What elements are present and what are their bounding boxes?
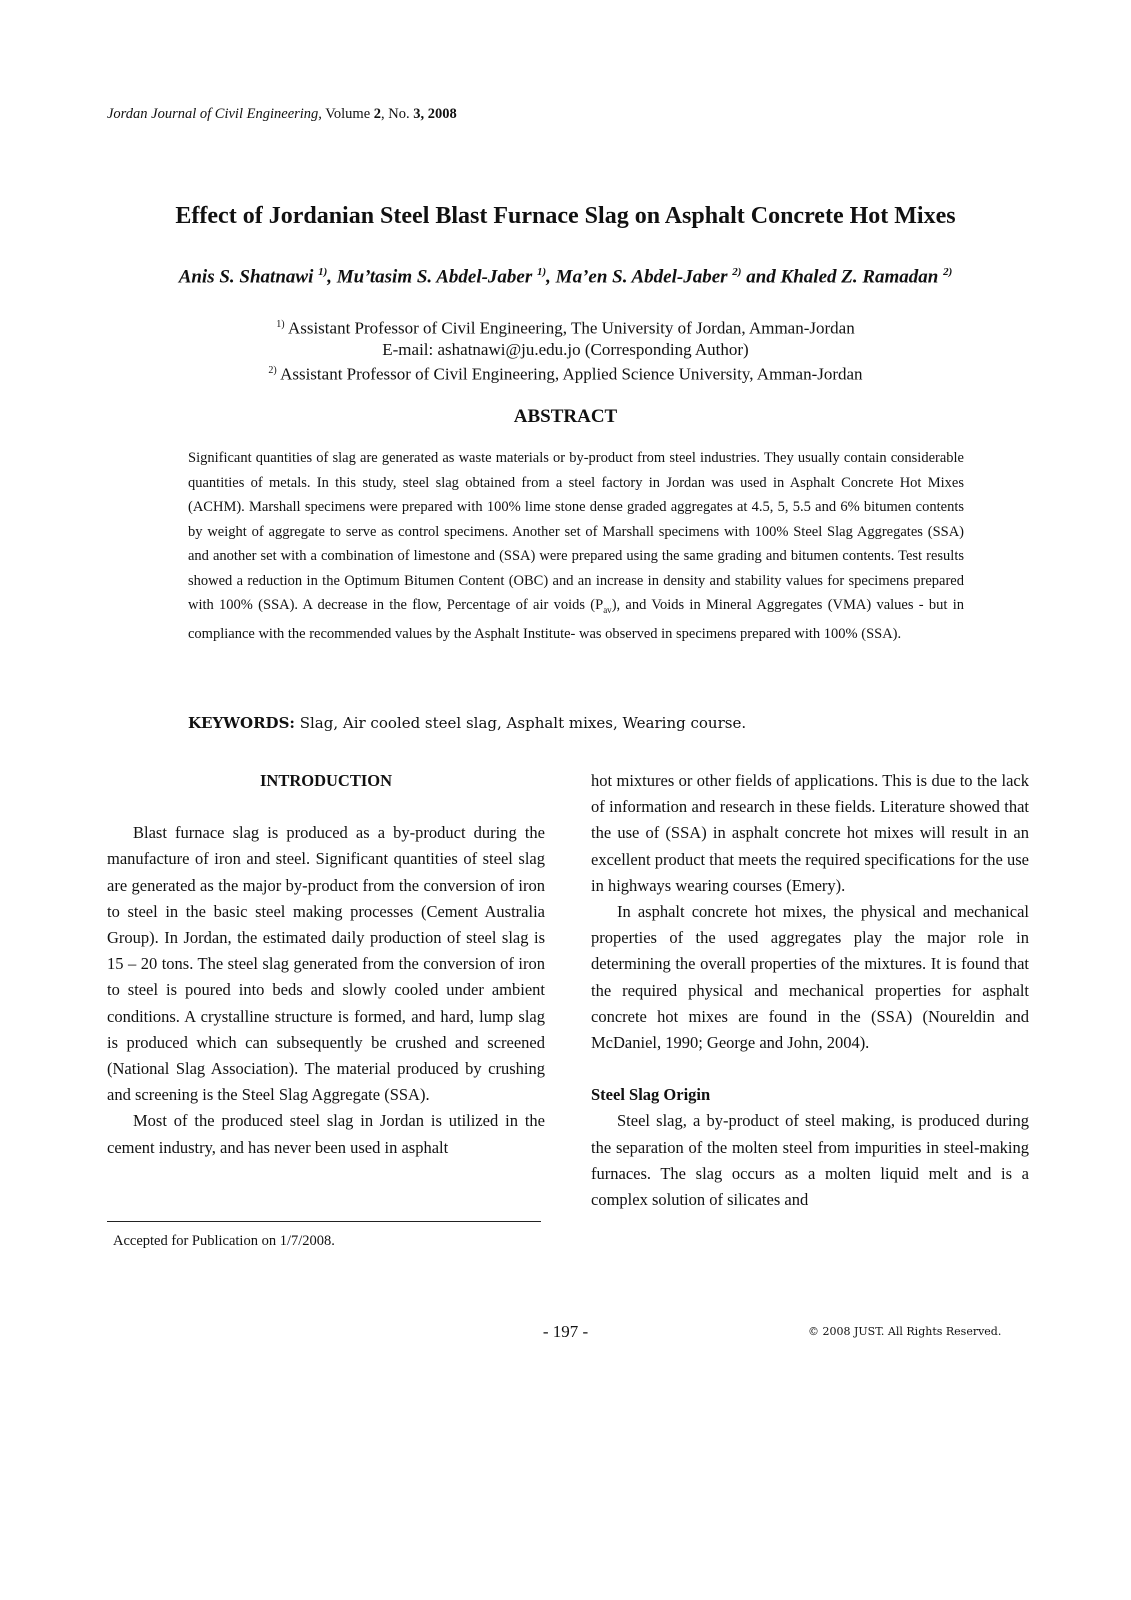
left-column [107,768,545,1161]
abstract-text-cont: ), and Voids in Mineral Aggregates (VMA) values - but in compliance with the recommended values by the Asphalt Institute- was observed in specimens prepared with 100% (SSA). [188,597,964,643]
copyright-notice: © 2008 JUST. All Rights Reserved. [808,1325,1002,1338]
author-name: Khaled Z. Ramadan [780,266,944,288]
affiliation-1 [0,314,1131,339]
body-paragraph: hot mixtures or other fields of applications. This is due to the lack of information and research in these fields. Literature showed that the use of (SSA) in asphalt concrete hot mixes will result in an excellent product that meets the required specifications for the use in highways wearing courses (Emery). [591,771,1029,895]
body-paragraph: Most of the produced steel slag in Jordan is utilized in the cement industry, and has never been used in asphalt [107,1111,545,1157]
author-separator: and [741,266,781,288]
affiliation-mark: 2) [268,364,277,376]
body-paragraph: Steel slag, a by-product of steel making, is produced during the separation of the molten steel from impurities in steel-making furnaces. The slag occurs as a molten liquid melt and is a complex solution of silicates and [591,1111,1029,1210]
author-affil-mark: 2) [943,266,953,278]
subsection-heading: Steel Slag Origin [591,1085,711,1105]
author-name: Ma’en S. Abdel-Jaber [555,266,733,288]
corresponding-email: E-mail: ashatnawi@ju.edu.jo (Corresponding Author) [382,339,749,359]
author-list [0,266,1131,288]
footnote: Accepted for Publication on 1/7/2008. [113,1233,335,1249]
keywords [188,714,964,732]
author-separator: , [327,266,337,288]
author-affil-mark: 1) [537,266,547,278]
author-affil-mark: 2) [732,266,742,278]
author-name: Anis S. Shatnawi [178,266,319,288]
page-number: - 197 - [542,1322,589,1341]
affiliation-mark: 1) [276,319,285,330]
body-paragraph: In asphalt concrete hot mixes, the physical and mechanical properties of the used aggregates play the major role in determining the overall properties of the mixtures. It is found that the required physical and mechanical properties for asphalt concrete hot mixes are found in the (SSA) (Noureldin and McDaniel, 1990; George and John, 2004). [591,902,1029,1053]
volume-number: 2 [373,106,382,122]
journal-name: Jordan Journal of Civil Engineering, [107,106,322,122]
affiliations [0,314,1131,384]
keywords-label: KEYWORDS: [188,714,295,732]
right-column [591,768,1029,1213]
affiliation-text: Assistant Professor of Civil Engineering, Applied Science University, Amman-Jordan [276,364,863,384]
body-paragraph: Blast furnace slag is produced as a by-product during the manufacture of iron and steel. Significant quantities of steel slag are generated as the major by-product from the conversion of iron to steel in the basic steel making processes (Cement Australia Group). In Jordan, the estimated daily production of steel slag is 15 – 20 tons. The steel slag generated from the conversion of iron to steel is poured into beds and slowly cooled under ambient conditions. A crystalline structure is formed, and hard, lump slag is produced which can subsequently be crushed and screened (National Slag Association). The material produced by crushing and screening is the Steel Slag Aggregate (SSA). [107,823,545,1105]
abstract-heading: ABSTRACT [513,406,618,427]
issue-label: , No. [381,106,414,122]
author-affil-mark: 1) [318,266,328,278]
affiliation-text: Assistant Professor of Civil Engineering, The University of Jordan, Amman-Jordan [284,318,855,338]
issue-year: , 2008 [420,106,457,122]
abstract-subscript: av [603,604,612,615]
paper-title: Effect of Jordanian Steel Blast Furnace Slag on Asphalt Concrete Hot Mixes [175,203,956,229]
footnote-divider [107,1221,541,1222]
issue-number: 3 [413,106,421,122]
journal-header [107,106,457,123]
section-heading-introduction: INTRODUCTION [259,771,393,790]
author-separator: , [546,266,556,288]
keywords-text: Slag, Air cooled steel slag, Asphalt mixes, Wearing course. [294,714,747,732]
abstract-text: Significant quantities of slag are generated as waste materials or by-product from steel industries. They usually contain considerable quantities of metals. In this study, steel slag obtained from a steel factory in Jordan was used in Asphalt Concrete Hot Mixes (ACHM). Marshall specimens were prepared with 100% lime stone dense graded aggregates at 4.5, 5, 5.5 and 6% bitumen contents by weight of aggregate to serve as control specimens. Another set of Marshall specimens with 100% Steel Slag Aggregates (SSA) and another set with a combination of limestone and (SSA) were prepared using the same grading and bitumen contents. Test results showed a reduction in the Optimum Bitumen Content (OBC) and an increase in density and stability values for specimens prepared with 100% (SSA). A decrease in the flow, Percentage of air voids (P [188,450,964,613]
affiliation-2 [0,360,1131,385]
volume-label: Volume [321,106,374,122]
abstract-body [188,446,964,647]
author-name: Mu’tasim S. Abdel-Jaber [336,266,537,288]
